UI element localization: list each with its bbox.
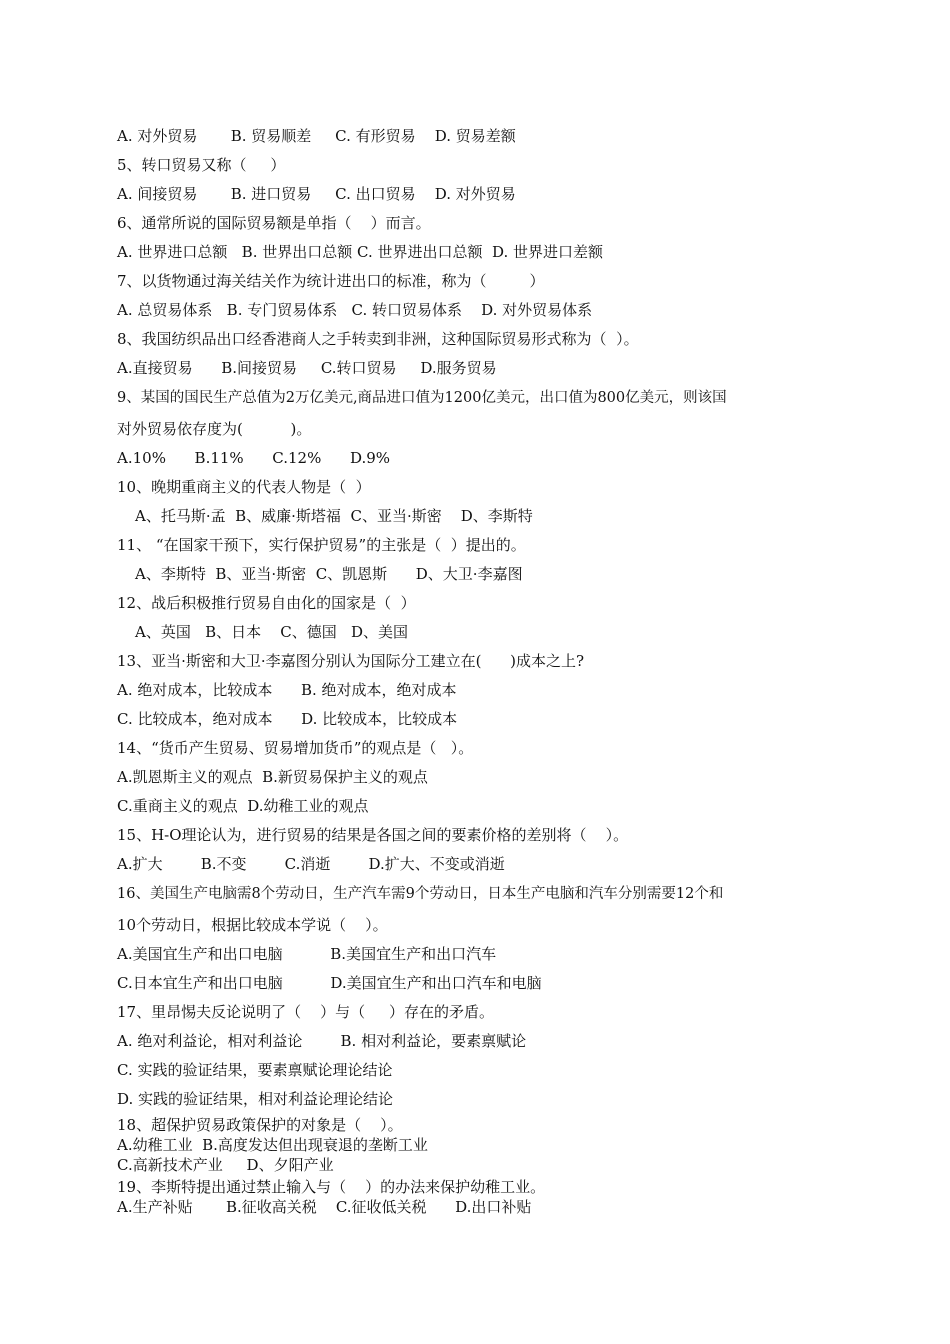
q16-question: 16、美国生产电脑需8个劳动日，生产汽车需9个劳动日，日本生产电脑和汽车分别需要12个和: [117, 886, 724, 902]
q6-options: A. 世界进口总额 B. 世界出口总额 C. 世界进出口总额 D. 世界进口差额: [117, 243, 604, 261]
q14-options-cd: C.重商主义的观点 D.幼稚工业的观点: [117, 797, 369, 815]
q16-options-cd: C.日本宜生产和出口电脑 D.美国宜生产和出口汽车和电脑: [117, 974, 542, 992]
q19-question: 19、李斯特提出通过禁止输入与（ ）的办法来保护幼稚工业。: [117, 1178, 546, 1196]
q14-question: 14、“货币产生贸易、贸易增加货币”的观点是（ ）。: [117, 739, 474, 757]
q10-question: 10、晚期重商主义的代表人物是（ ）: [117, 478, 371, 496]
q11-question: 11、 “在国家干预下，实行保护贸易”的主张是（ ）提出的。: [117, 536, 526, 554]
q16-options-ab: A.美国宜生产和出口电脑 B.美国宜生产和出口汽车: [117, 945, 497, 963]
q13-options-cd: C. 比较成本，绝对成本 D. 比较成本，比较成本: [117, 710, 458, 728]
q4-options: A. 对外贸易 B. 贸易顺差 C. 有形贸易 D. 贸易差额: [117, 127, 516, 145]
q5-question: 5、转口贸易又称（ ）: [117, 156, 286, 174]
q17-options-ab: A. 绝对利益论，相对利益论 B. 相对利益论，要素禀赋论: [117, 1032, 527, 1050]
q9-question-cont: 对外贸易依存度为( )。: [117, 420, 312, 438]
q5-options: A. 间接贸易 B. 进口贸易 C. 出口贸易 D. 对外贸易: [117, 185, 516, 203]
q13-options-ab: A. 绝对成本，比较成本 B. 绝对成本，绝对成本: [117, 681, 457, 699]
q17-option-c: C. 实践的验证结果，要素禀赋论理论结论: [117, 1061, 393, 1079]
q18-question: 18、超保护贸易政策保护的对象是（ ）。: [117, 1116, 403, 1134]
q8-question: 8、我国纺织品出口经香港商人之手转卖到非洲，这种国际贸易形式称为（ ）。: [117, 330, 639, 348]
q13-question: 13、亚当·斯密和大卫·李嘉图分别认为国际分工建立在( )成本之上?: [117, 652, 584, 670]
q17-option-d: D. 实践的验证结果，相对利益论理论结论: [117, 1090, 394, 1108]
q15-question: 15、H-O理论认为，进行贸易的结果是各国之间的要素价格的差别将（ ）。: [117, 826, 629, 844]
q11-options: A、李斯特 B、亚当·斯密 C、凯恩斯 D、大卫·李嘉图: [135, 565, 523, 583]
q18-options-cd: C.高新技术产业 D、夕阳产业: [117, 1156, 334, 1174]
q7-question: 7、以货物通过海关结关作为统计进出口的标准，称为（ ）: [117, 272, 545, 290]
q9-options: A.10% B.11% C.12% D.9%: [117, 449, 391, 467]
q8-options: A.直接贸易 B.间接贸易 C.转口贸易 D.服务贸易: [117, 359, 497, 377]
q10-options: A、托马斯·孟 B、威廉·斯塔福 C、亚当·斯密 D、李斯特: [135, 507, 533, 525]
q6-question: 6、通常所说的国际贸易额是单指（ ）而言。: [117, 214, 431, 232]
q18-options-ab: A.幼稚工业 B.高度发达但出现衰退的垄断工业: [117, 1136, 428, 1154]
q12-question: 12、战后积极推行贸易自由化的国家是（ ）: [117, 594, 416, 612]
q17-question: 17、里昂惕夫反论说明了（ ）与（ ）存在的矛盾。: [117, 1003, 495, 1021]
q12-options: A、英国 B、日本 C、德国 D、美国: [135, 623, 409, 641]
q9-question: 9、某国的国民生产总值为2万亿美元,商品进口值为1200亿美元，出口值为800亿美元，则该国: [117, 390, 727, 406]
q7-options: A. 总贸易体系 B. 专门贸易体系 C. 转口贸易体系 D. 对外贸易体系: [117, 301, 593, 319]
q14-options-ab: A.凯恩斯主义的观点 B.新贸易保护主义的观点: [117, 768, 428, 786]
q16-question-cont: 10个劳动日，根据比较成本学说（ ）。: [117, 916, 388, 934]
q15-options: A.扩大 B.不变 C.消逝 D.扩大、不变或消逝: [117, 855, 505, 873]
q19-options: A.生产补贴 B.征收高关税 C.征收低关税 D.出口补贴: [117, 1198, 532, 1216]
